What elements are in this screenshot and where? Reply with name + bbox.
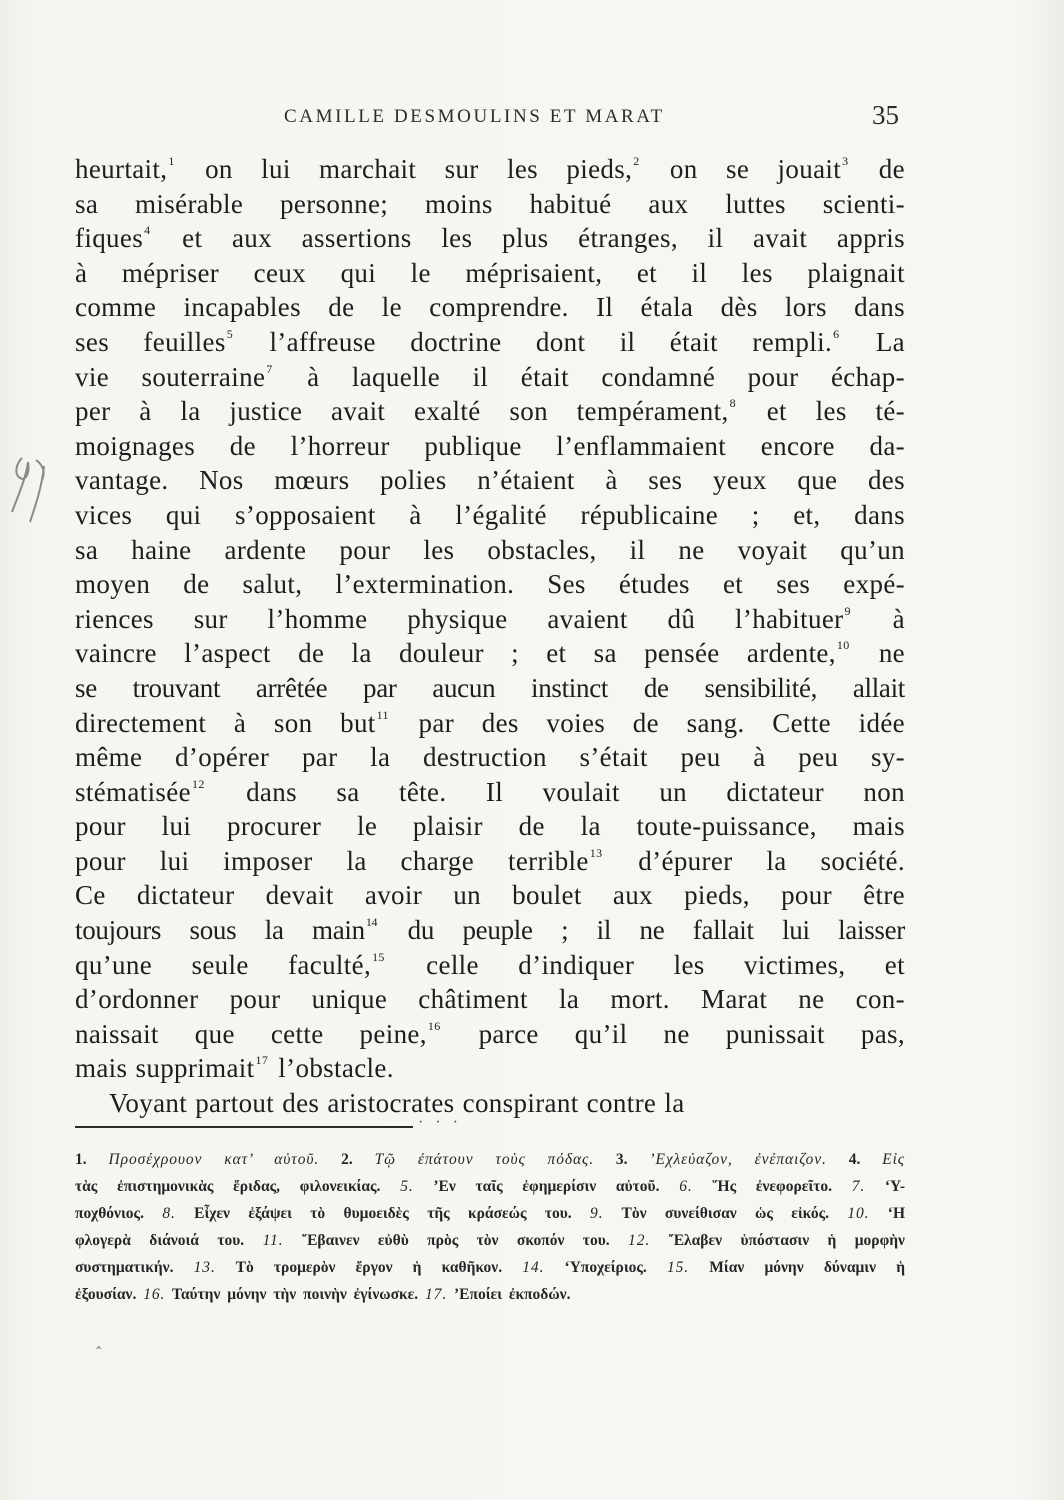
body-text-segment: et aux assertions les plus étranges, il avait appris: [152, 223, 905, 254]
footnote-number: ‘Η: [869, 1205, 906, 1222]
body-line: [75, 913, 905, 948]
footnote-text: 14.: [522, 1259, 545, 1276]
footnote-ref: 15: [372, 949, 385, 964]
footnote-ref: 16: [427, 1018, 441, 1033]
footnote-number: ῎Ελαβεν ὑπόστασιν ἡ μορφὴν: [650, 1232, 905, 1249]
body-text-segment: et les té-: [737, 396, 905, 427]
footnote-number: Τὸ τρομερὸν ἔργον ἡ καθῆκον.: [215, 1259, 523, 1276]
body-line: [75, 982, 905, 1017]
footnote-ref: 17: [255, 1053, 269, 1068]
footnote-text: 11.: [262, 1232, 284, 1249]
footnote-number: Μίαν μόνην δύναμιν ἡ: [689, 1259, 906, 1276]
footnote-number: συστηματικήν.: [75, 1259, 194, 1276]
body-text-segment: se trouvant arrêtée par aucun instinct de sensibilité, allait: [75, 672, 905, 703]
footnote-text: ’Εχλεύαζον, ἐνέπαιζον.: [627, 1151, 849, 1168]
page-number: 35: [872, 100, 899, 130]
body-text-segment: mais supprimait: [75, 1053, 255, 1084]
body-text-segment: Ce dictateur devait avoir un boulet aux pieds, pour être: [75, 880, 905, 911]
footnote-text: 13.: [193, 1259, 216, 1276]
footnote-ref: 14: [365, 915, 378, 930]
body-line: [75, 671, 905, 706]
footnote-text: 16.: [143, 1286, 166, 1303]
footnote-ref: 4: [144, 223, 151, 238]
body-text-segment: directement à son but: [75, 707, 376, 738]
body-text-segment: ne: [851, 638, 905, 669]
body-line: [75, 948, 905, 983]
footnote-text: 9.: [590, 1205, 604, 1222]
body-text-segment: ses feuilles: [75, 326, 226, 357]
body-text-segment: moignages de l’horreur publique l’enflammaient encore da-: [75, 430, 905, 461]
footnote-number: Ταύτην μόνην τὴν ποινὴν ἐγίνωσκε.: [165, 1286, 426, 1303]
body-line: [75, 775, 905, 810]
footnote-ref: 1: [168, 154, 175, 168]
body-line: [75, 533, 905, 568]
footnote-text: 6.: [679, 1178, 693, 1195]
body-line: [75, 809, 905, 844]
body-text-segment: comme incapables de le comprendre. Il étala dès lors dans: [75, 292, 905, 323]
body-line: [75, 498, 905, 533]
body-line: [75, 740, 905, 775]
body-text-segment: à laquelle il était condamné pour échap-: [274, 361, 905, 392]
footnote-line: [75, 1200, 905, 1227]
body-line: [75, 1017, 905, 1052]
body-text-segment: sa misérable personne; moins habitué aux luttes scienti-: [75, 188, 905, 219]
body-line: [75, 360, 905, 395]
footnote-number: ποχθόνιος.: [75, 1205, 163, 1222]
footnote-line: [75, 1254, 905, 1281]
body-text-segment: on lui marchait sur les pieds,: [176, 154, 633, 184]
footnote-number: ῎Εβαινεν εὐθὺ πρὸς τὸν σκοπόν του.: [283, 1232, 629, 1249]
body-text-segment: riences sur l’homme physique avaient dû l’habituer: [75, 603, 844, 634]
body-text-segment: per à la justice avait exalté son tempérament,: [75, 396, 729, 427]
footnote-number: ‘Υ-: [865, 1178, 906, 1195]
body-line: [75, 602, 905, 637]
body-line: [75, 636, 905, 671]
body-text-segment: qu’une seule faculté,: [75, 949, 372, 980]
body-text-segment: toujours sous la main: [75, 915, 365, 946]
footnote-ref: 5: [226, 326, 234, 341]
body-text-segment: heurtait,: [75, 154, 168, 184]
body-text-segment: on se jouait: [641, 154, 842, 184]
body-text-segment: stématisée: [75, 776, 191, 807]
body-text-segment: d’ordonner pour unique châtiment la mort. Marat ne con-: [75, 984, 905, 1015]
footnote-text: Τῷ ἐπάτουν τοὺς πόδας.: [352, 1151, 616, 1168]
footnote-number: 1.: [75, 1151, 87, 1168]
body-text-segment: l’affreuse doctrine dont il était rempli.: [235, 326, 833, 357]
footnote-number: 3.: [615, 1151, 628, 1168]
footnote-line: [75, 1146, 905, 1173]
footnote-number: ῞Ης ἐνεφορεῖτο.: [692, 1178, 852, 1195]
body-text-segment: vie souterraine: [75, 361, 266, 392]
body-text: [75, 152, 905, 1121]
footnote-text: 10.: [847, 1205, 870, 1222]
body-line: [75, 221, 905, 256]
body-text-segment: vantage. Nos mœurs polies n’étaient à ses yeux que des: [75, 465, 905, 496]
body-line: [75, 567, 905, 602]
body-text-segment: pour lui procurer le plaisir de la toute-puissance, mais: [75, 811, 905, 842]
body-text-segment: sa haine ardente pour les obstacles, il ne voyait qu’un: [75, 534, 905, 565]
footnote-ref: 10: [836, 638, 850, 653]
body-line: [75, 187, 905, 222]
footnote-number: Τὸν συνείθισαν ὡς εἰκός.: [603, 1205, 848, 1222]
body-text-segment: naissait que cette peine,: [75, 1018, 427, 1049]
body-line: [75, 394, 905, 429]
footnote-ref: 13: [589, 845, 603, 860]
body-text-segment: l’obstacle.: [270, 1053, 394, 1084]
footnote-ref: 8: [729, 396, 736, 411]
footnote-line: [75, 1173, 905, 1200]
footnote-line: [75, 1281, 905, 1308]
body-text-segment: pour lui imposer la charge terrible: [75, 845, 589, 876]
footnote-text: Εἰς: [860, 1151, 905, 1168]
body-text-segment: du peuple ; il ne fallait lui laisser: [379, 915, 905, 946]
footnotes: [75, 1146, 905, 1308]
body-text-segment: vaincre l’aspect de la douleur ; et sa pensée ardente,: [75, 638, 836, 669]
body-line: [75, 463, 905, 498]
footnote-text: 12.: [628, 1232, 651, 1249]
body-line: [75, 256, 905, 291]
body-line: [75, 290, 905, 325]
footnote-ref: 3: [842, 154, 849, 168]
footnote-ref: 6: [833, 326, 840, 341]
footnote-number: ἐξουσίαν.: [75, 1286, 144, 1303]
footnote-text: 15.: [667, 1259, 690, 1276]
body-line: [75, 325, 905, 360]
body-text-segment: vices qui s’opposaient à l’égalité républicaine ; et, dans: [75, 499, 905, 530]
body-text-segment: à: [852, 603, 905, 634]
body-line: [75, 1086, 905, 1121]
body-text-segment: celle d’indiquer les victimes, et: [386, 949, 905, 980]
footnote-text: 5.: [400, 1178, 414, 1195]
body-text-segment: à mépriser ceux qui le méprisaient, et il les plaignait: [75, 257, 905, 288]
footnote-ref: 2: [633, 154, 640, 168]
body-line: [75, 706, 905, 741]
footnote-number: 2.: [341, 1151, 353, 1168]
footnote-ref: 11: [376, 707, 389, 722]
body-text-segment: fiques: [75, 223, 144, 254]
body-line: [75, 844, 905, 879]
body-text-segment: dans sa tête. Il voulait un dictateur non: [206, 776, 905, 807]
smudge-mark-icon: ‸: [96, 1332, 102, 1349]
body-text-segment: Voyant partout des aristocrates conspirant contre la: [109, 1088, 685, 1119]
pencil-margin-mark-icon: [6, 452, 58, 526]
footnote-ref: 12: [191, 776, 205, 791]
body-line: [75, 878, 905, 913]
body-text-segment: moyen de salut, l’extermination. Ses études et ses expé-: [75, 569, 905, 600]
footnote-text: 17.: [425, 1286, 448, 1303]
footnote-line: [75, 1227, 905, 1254]
body-text-segment: La: [841, 326, 905, 357]
footnote-text: 8.: [162, 1205, 176, 1222]
body-line: [75, 429, 905, 464]
footnote-ref: 9: [844, 603, 851, 618]
footnote-text: Προσέχρουον κατ’ αὐτοῦ.: [86, 1151, 342, 1168]
footnote-number: ’Εν ταῖς ἐφημερίσιν αὐτοῦ.: [413, 1178, 680, 1195]
footnote-ref: 7: [266, 361, 273, 376]
footnote-number: 4.: [848, 1151, 861, 1168]
footnote-number: φλογερὰ διάνοιά του.: [75, 1232, 263, 1249]
body-text-segment: par des voies de sang. Cette idée: [390, 707, 905, 738]
body-text-segment: même d’opérer par la destruction s’était peu à peu sy-: [75, 742, 905, 773]
footnote-number: ’Εποίει ἐκποδών.: [447, 1286, 571, 1303]
body-text-segment: de: [850, 154, 905, 184]
footnote-rule: [75, 1126, 413, 1128]
footnote-number: ‘Υποχείριος.: [544, 1259, 667, 1276]
footnote-text: 7.: [851, 1178, 866, 1195]
body-line: [75, 1051, 905, 1086]
footnote-number: τὰς ἐπιστημονικὰς ἔριδας, φιλονεικίας.: [75, 1178, 401, 1195]
body-line: [75, 152, 905, 187]
footnote-rule-dots: · · ·: [418, 1114, 462, 1131]
body-text-segment: parce qu’il ne punissait pas,: [442, 1018, 905, 1049]
footnote-number: Εἶχεν ἐξάψει τὸ θυμοειδὲς τῆς κράσεώς του.: [175, 1205, 591, 1222]
running-title: CAMILLE DESMOULINS ET MARAT: [284, 106, 665, 127]
body-text-segment: d’épurer la société.: [604, 845, 905, 876]
